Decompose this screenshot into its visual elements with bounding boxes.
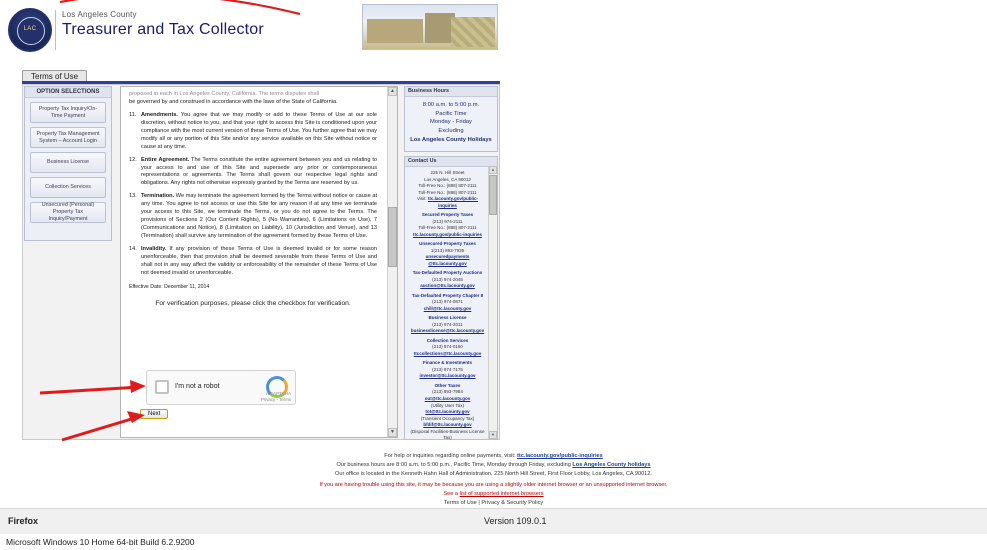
contact-section-title: Secured Property Taxes — [421, 212, 474, 218]
contact-section-line: (213) 974-2111 — [432, 218, 463, 224]
option-selections-header: OPTION SELECTIONS — [25, 87, 111, 98]
terms-item-title: Amendments. — [141, 111, 178, 118]
effective-date: Effective Date: December 11, 2014 — [129, 283, 210, 290]
county-name: Los Angeles County — [62, 10, 137, 19]
contact-section-link[interactable]: out@ttc.lacounty.gov — [424, 395, 471, 401]
contact-section-link[interactable]: ttc.lacounty.gov/public-inquiries — [413, 231, 482, 237]
seal-text: LAC — [23, 26, 37, 32]
business-hours-line4: Excluding — [438, 128, 464, 135]
contact-section-line: 1(213) 893-7935 — [430, 247, 465, 253]
contact-section-title: Finance & Investments — [422, 360, 472, 366]
scrollbar-thumb[interactable] — [388, 207, 397, 267]
contact-section-line: (213) 974-2011 — [432, 321, 463, 327]
contact-section-link[interactable]: @ttc.lacounty.gov — [428, 260, 467, 266]
contact-section-link[interactable]: unsecuredpayments — [425, 254, 470, 260]
terms-item — [129, 193, 377, 241]
county-seal-icon — [8, 8, 52, 52]
contact-section-link[interactable]: investor@ttc.lacounty.gov — [419, 373, 476, 379]
contact-section-line: (Transient Occupancy Tax) — [420, 415, 475, 421]
footer-line-3: Our office is located in the Kenneth Hahn Hall of Administration, 225 North Hill Street, First Floor Lobby, Los Angeles, CA 90012. — [335, 470, 652, 477]
recaptcha-checkbox[interactable] — [155, 380, 169, 394]
terms-item-title: Termination. — [141, 193, 175, 200]
terms-item-number: 11. — [129, 111, 137, 118]
terms-of-use-link[interactable]: Terms of Use — [443, 500, 477, 506]
business-hours-holidays: Los Angeles County Holidays — [410, 136, 492, 143]
terms-item-number: 12. — [129, 156, 137, 163]
next-button[interactable]: Next — [140, 409, 168, 419]
browser-warning-line1: If you are having trouble using this site, it may be because you are using a slightly older internet browser or an unsupported internet browser. — [319, 482, 668, 488]
footer-line2-text: Our business hours are 8:00 a.m. to 5:00 p.m., Pacific Time, Monday through Friday, excluding — [336, 461, 571, 468]
terms-item — [129, 246, 377, 278]
business-hours-line3: Monday - Friday — [430, 119, 472, 126]
contact-section-line: (Disposal Facilities-Business License Tax) — [410, 428, 485, 441]
contact-scrollbar-thumb[interactable] — [489, 175, 497, 215]
tab-terms-of-use[interactable]: Terms of Use — [22, 70, 87, 82]
contact-section-title: Unsecured Property Taxes — [419, 241, 476, 247]
contact-section-link[interactable]: auction@ttc.lacounty.gov — [420, 283, 475, 289]
terms-item-text: The Terms constitute the entire agreement between you and us relating to your access to and use of this Site and supersede any prior or contemporaneous representations or agreements. The Terms shall govern our respective legal rights and obligations. Any rights not otherwise expressly granted by the Terms are reserved by us. — [141, 156, 378, 187]
contact-section-line: (Utility User Tax) — [431, 402, 464, 408]
privacy-policy-link[interactable]: Privacy & Security Policy — [481, 500, 544, 506]
recaptcha-widget[interactable] — [146, 370, 296, 405]
terms-intro: be governed by and construed in accordance with the laws of the State of California. — [129, 98, 338, 105]
terms-item-number: 14. — [129, 245, 137, 252]
os-info-text: Microsoft Windows 10 Home 64-bit Build 6.2.9200 — [6, 537, 195, 547]
option-business-license[interactable]: Business License — [30, 152, 106, 173]
contact-section-link[interactable]: businesslicense@ttc.lacounty.gov — [410, 328, 485, 334]
contact-address-line1: 225 N. Hill Street — [430, 170, 465, 175]
site-header — [0, 0, 987, 60]
contact-us-header: Contact Us — [405, 157, 497, 167]
contact-section-title: Business License — [428, 315, 467, 321]
contact-section-link[interactable]: ttccollections@ttc.lacounty.gov — [413, 350, 482, 356]
terms-item-text: You agree that we may modify or add to these Terms of Use at our sole discretion, without notice to you, and that your right to access this Site is conditioned upon your compliance with the most current version of these Terms of Use. You further agree that we may modify all or any portion of this Site and/or any service available on this Site without notice or cause at any time. — [141, 111, 377, 150]
footer-line-2 — [0, 461, 987, 470]
contact-phone: Toll-Free No.: (888) 807-2111 — [418, 189, 477, 195]
contact-section-title: Tax-Defaulted Property Chapter 8 — [411, 292, 484, 298]
recaptcha-legal-links[interactable]: Privacy - Terms — [260, 396, 291, 402]
contact-section-line: (213) 974-0871 — [432, 299, 463, 305]
contact-us-body — [405, 167, 497, 445]
contact-address-line2: Los Angeles, CA 90012 — [424, 176, 471, 182]
application-version: Version 109.0.1 — [484, 516, 547, 526]
option-selections-panel — [24, 86, 112, 241]
header-divider — [55, 10, 56, 50]
terms-item-number: 13. — [129, 193, 137, 200]
contact-scrollbar[interactable] — [488, 166, 497, 439]
terms-faded-top: proposed in each in Los Angeles County, California. The terms disputes shall — [129, 91, 320, 97]
tab-strip — [22, 70, 500, 82]
browser-warning-prefix: See a — [443, 490, 459, 497]
business-hours-header: Business Hours — [405, 87, 497, 97]
contact-section-line: (213) 893-7984 — [432, 389, 463, 395]
recaptcha-brand-name: reCAPTCHA — [266, 391, 291, 397]
contact-section-link[interactable]: chill@ttc.lacounty.gov — [423, 305, 472, 311]
business-hours-line1: 8:00 a.m. to 5:00 p.m. — [422, 102, 480, 108]
contact-section-title: Tax-Defaulted Property Auctions — [412, 270, 483, 276]
terms-item — [129, 112, 377, 152]
header-banner-image — [362, 4, 498, 50]
terms-item-title: Entire Agreement. — [141, 156, 190, 163]
verification-instruction: For verification purposes, please click the checkbox for verification. — [155, 300, 351, 308]
business-hours-line2: Pacific Time — [435, 110, 467, 117]
contact-section-line: Toll-Free No.: (888) 807-2111 — [418, 225, 477, 231]
site-title — [62, 10, 264, 39]
scroll-up-icon[interactable]: ▲ — [388, 87, 397, 96]
contact-visit-link[interactable]: ttc.lacounty.gov/public-inquiries — [427, 196, 479, 208]
contact-scroll-down-icon[interactable]: ▼ — [489, 431, 497, 439]
recaptcha-brand — [261, 391, 291, 402]
recaptcha-label: I'm not a robot — [175, 383, 220, 390]
terms-item-text: We may terminate the agreement formed by the Terms without notice or cause at any time. You agree to not access or use this Site for any reason if at any time we terminate your access to this Site, we terminate the Terms, or you do not agree to the Terms. The provisions of Sections 2 (Our Content Rights), 5 (No Warranties), 6 (Limitations on Use), 7 (Communications and Notice), 8 (Limitation on Liability), 10 (Jurisdiction and Venue), and 13 (Termination) shall survive any termination of the agreement formed by these Terms of Use. — [141, 193, 377, 239]
option-property-tax-inquiry[interactable]: Property Tax Inquiry/On-Time Payment — [30, 102, 106, 123]
contact-visit-label: Visit: — [416, 196, 427, 202]
contact-section-link[interactable]: tot@ttc.lacounty.gov — [425, 409, 470, 415]
footer-line-1 — [0, 452, 987, 461]
page-footer — [0, 452, 987, 479]
contact-section-line: (213) 974-2045 — [432, 276, 463, 282]
terms-item — [129, 157, 377, 189]
browser-warning-line2 — [0, 490, 987, 499]
office-name: Treasurer and Tax Collector — [62, 21, 264, 38]
option-unsecured-property-tax[interactable]: Unsecured (Personal) Property Tax Inquiry/Payment — [30, 202, 106, 223]
document-scrollbar[interactable] — [387, 87, 397, 437]
application-name: Firefox — [8, 516, 39, 526]
contact-section-link[interactable]: bfdif@ttc.lacounty.gov — [423, 422, 472, 428]
terms-item-title: Invalidity. — [141, 245, 167, 252]
contact-section-title: Collection Services — [426, 337, 469, 343]
contact-section-line: (213) 974-7175 — [432, 366, 463, 372]
application-status-bar — [0, 508, 987, 535]
footer-public-inquiries-link[interactable]: ttc.lacounty.gov/public-inquiries — [517, 453, 603, 459]
terms-text — [129, 91, 377, 308]
option-collection-services[interactable]: Collection Services — [30, 177, 106, 198]
terms-item-text: If any provision of these Terms of Use is deemed invalid or for some reason unenforceable, then that provision shall be deemed severable from these Terms of Use and shall not in any way affect the validity or enforceability of the remainder of these Terms of Use not deemed invalid or unenforceable. — [141, 245, 377, 276]
legal-links — [0, 500, 987, 506]
option-property-tax-management[interactable]: Property Tax Management System – Account Login — [30, 127, 106, 148]
footer-holidays-link[interactable]: Los Angeles County holidays — [572, 461, 651, 468]
contact-tollfree: Toll-Free No.: (888) 807-2111 — [418, 183, 477, 189]
os-info-bar — [0, 534, 987, 550]
contact-section-title: Other Taxes — [434, 382, 461, 388]
footer-line1-text: For help or inquiries regarding online payments, visit: — [384, 453, 516, 459]
contact-section-line: (213) 974-0160 — [432, 344, 463, 350]
scroll-down-icon[interactable]: ▼ — [388, 428, 397, 437]
business-hours-panel — [404, 86, 498, 152]
contact-scroll-up-icon[interactable]: ▲ — [489, 166, 497, 174]
browser-warning — [0, 481, 987, 499]
legal-separator: | — [478, 500, 480, 506]
contact-us-panel — [404, 156, 498, 440]
supported-browsers-link[interactable]: list of supported internet browsers — [459, 490, 544, 497]
